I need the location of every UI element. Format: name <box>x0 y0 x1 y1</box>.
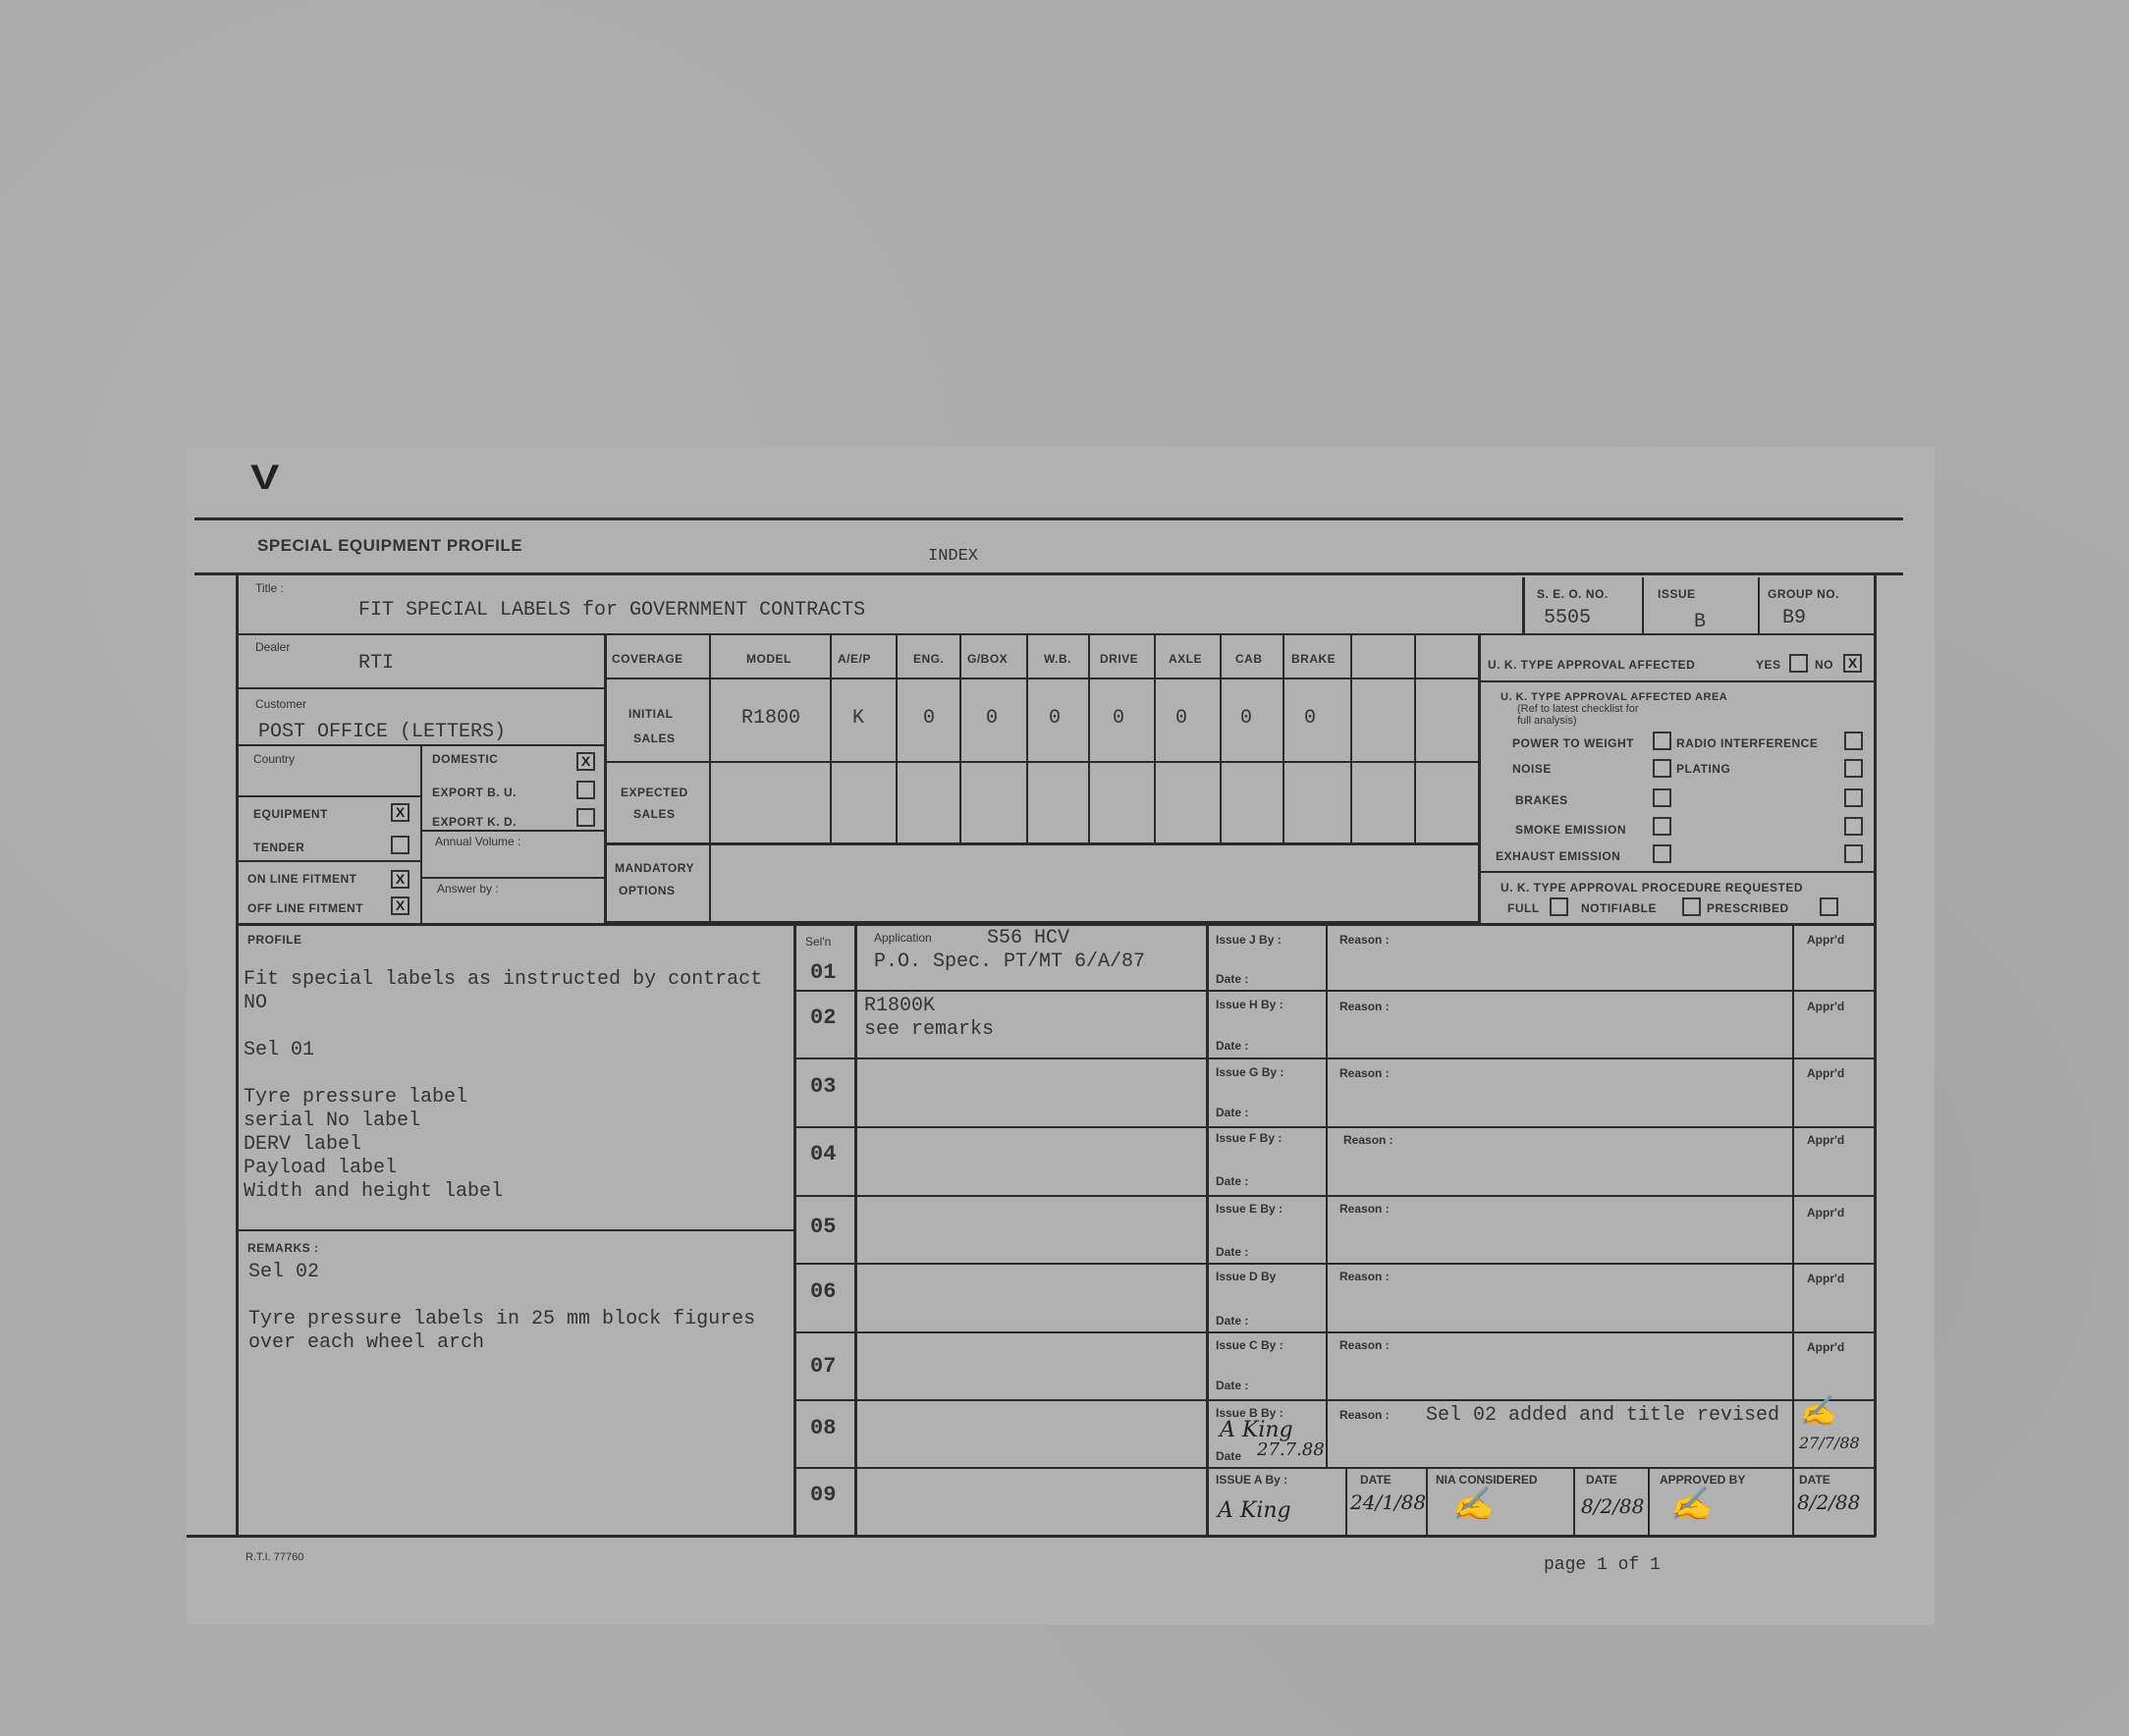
col-div-3 <box>896 633 898 844</box>
col-div-1 <box>709 633 711 844</box>
initial-label: INITIAL <box>628 707 674 721</box>
export-bu-label: EXPORT B. U. <box>432 786 518 799</box>
issue-a-div-4 <box>1648 1467 1650 1536</box>
issue-a-by: ISSUE A By : <box>1216 1473 1288 1487</box>
issue-f-apprd: Appr'd <box>1807 1133 1845 1147</box>
col-div-8 <box>1220 633 1222 844</box>
seo-divider <box>1522 577 1525 634</box>
expected-sales-label: SALES <box>633 807 676 821</box>
header-rule-bottom <box>194 572 1903 575</box>
ta-prescribed-checkbox[interactable] <box>1820 897 1838 916</box>
initial-eng: 0 <box>923 707 936 730</box>
initial-aep: K <box>852 707 865 730</box>
export-bu-checkbox[interactable] <box>576 781 595 799</box>
ta-affected-label: U. K. TYPE APPROVAL AFFECTED <box>1488 658 1696 672</box>
profile-line: serial No label <box>244 1110 421 1132</box>
ta-smoke-right-checkbox[interactable] <box>1844 817 1863 836</box>
issue-b-reason: Sel 02 added and title revised <box>1426 1404 1780 1427</box>
online-fitment-label: ON LINE FITMENT <box>247 872 357 886</box>
title-value: FIT SPECIAL LABELS for GOVERNMENT CONTRACTS <box>358 599 866 622</box>
col-div-10 <box>1350 633 1352 844</box>
issue-e-by: Issue E By : <box>1216 1202 1283 1216</box>
remarks-line: Tyre pressure labels in 25 mm block figures <box>248 1308 756 1330</box>
initial-brake: 0 <box>1304 707 1317 730</box>
issue-d-date: Date : <box>1216 1314 1249 1328</box>
tender-label: TENDER <box>253 841 305 854</box>
issue-b-reason-label: Reason : <box>1339 1408 1390 1422</box>
export-row-bottom <box>420 830 604 832</box>
form-ref: R.T.I. 77760 <box>246 1551 304 1563</box>
initial-axle: 0 <box>1175 707 1188 730</box>
header-rule-top <box>194 517 1903 520</box>
group-label: GROUP NO. <box>1768 587 1839 601</box>
issue-h-date: Date : <box>1216 1039 1249 1053</box>
offline-fitment-label: OFF LINE FITMENT <box>247 901 363 915</box>
issue-e-apprd: Appr'd <box>1807 1206 1845 1220</box>
dealer-value: RTI <box>358 652 395 675</box>
ta-plating: PLATING <box>1676 762 1731 776</box>
ta-exhaust-checkbox[interactable] <box>1653 844 1671 863</box>
volume-row-bottom <box>420 877 604 879</box>
issue-b-date-label: Date <box>1216 1449 1242 1463</box>
app-02-line1: R1800K <box>864 995 936 1017</box>
wb-header: W.B. <box>1044 652 1071 666</box>
profile-line: DERV label <box>244 1133 362 1156</box>
ta-power-weight-checkbox[interactable] <box>1653 732 1671 750</box>
initial-drive: 0 <box>1113 707 1125 730</box>
options-label: OPTIONS <box>619 884 676 897</box>
title-label: Title : <box>255 581 284 595</box>
sel-number: 09 <box>810 1483 837 1507</box>
reason-col-right <box>1792 923 1794 1537</box>
date2-label: DATE <box>1586 1473 1617 1487</box>
sel-left <box>793 923 796 1537</box>
ta-exhaust-right-checkbox[interactable] <box>1844 844 1863 863</box>
issue-b-by: Issue B By : <box>1216 1406 1283 1420</box>
col-div-4 <box>959 633 961 844</box>
issue-j-apprd: Appr'd <box>1807 933 1845 947</box>
country-divider <box>420 744 422 926</box>
initial-cab: 0 <box>1240 707 1253 730</box>
col-div-9 <box>1283 633 1284 844</box>
ta-yes-label: YES <box>1756 658 1781 672</box>
issue-f-by: Issue F By : <box>1216 1131 1283 1145</box>
aep-header: A/E/P <box>838 652 871 666</box>
ta-brakes-right-checkbox[interactable] <box>1844 788 1863 807</box>
row-sep <box>793 1399 1876 1401</box>
ta-radio: RADIO INTERFERENCE <box>1676 736 1819 750</box>
sales-label: SALES <box>633 732 676 745</box>
brake-header: BRAKE <box>1291 652 1337 666</box>
col-div-11 <box>1414 633 1416 844</box>
issue-g-by: Issue G By : <box>1216 1065 1284 1079</box>
ta-area-note-1: (Ref to latest checklist for <box>1517 703 1639 715</box>
remarks-label: REMARKS : <box>247 1241 319 1255</box>
ta-prescribed: PRESCRIBED <box>1707 901 1789 915</box>
issue-a-date: 24/1/88 <box>1350 1491 1427 1514</box>
sel-label: Sel'n <box>805 935 832 949</box>
profile-line: Tyre pressure label <box>244 1086 468 1109</box>
sel-number: 05 <box>810 1215 837 1239</box>
ta-noise: NOISE <box>1512 762 1552 776</box>
remarks-line: Sel 02 <box>248 1261 320 1283</box>
group-divider <box>1758 577 1760 634</box>
initial-wb: 0 <box>1049 707 1062 730</box>
profile-line: Width and height label <box>244 1180 504 1203</box>
gbox-header: G/BOX <box>967 652 1009 666</box>
issue-e-reason: Reason : <box>1339 1202 1390 1216</box>
expected-label: EXPECTED <box>621 786 688 799</box>
axle-header: AXLE <box>1169 652 1203 666</box>
issue-a-date-label: DATE <box>1360 1473 1392 1487</box>
ta-smoke-checkbox[interactable] <box>1653 817 1671 836</box>
cab-header: CAB <box>1235 652 1263 666</box>
drive-header: DRIVE <box>1100 652 1139 666</box>
tender-checkbox[interactable] <box>391 836 409 854</box>
export-kd-checkbox[interactable] <box>576 808 595 827</box>
ta-area-note-2: full analysis) <box>1517 715 1577 727</box>
sel-divider <box>854 923 857 1537</box>
ta-brakes-checkbox[interactable] <box>1653 788 1671 807</box>
model-header: MODEL <box>746 652 792 666</box>
ta-notifiable: NOTIFIABLE <box>1581 901 1657 915</box>
row-sep <box>793 1331 1876 1333</box>
frame-bottom <box>187 1535 1876 1538</box>
app-01-line2: P.O. Spec. PT/MT 6/A/87 <box>874 950 1146 973</box>
issue-c-reason: Reason : <box>1339 1338 1390 1352</box>
profile-label: PROFILE <box>247 933 302 947</box>
issue-b-date: 27.7.88 <box>1257 1439 1325 1460</box>
col-div-6 <box>1088 633 1090 844</box>
issue-label: ISSUE <box>1658 587 1696 601</box>
ta-exhaust: EXHAUST EMISSION <box>1496 849 1621 863</box>
form-name: SPECIAL EQUIPMENT PROFILE <box>257 536 523 555</box>
index-label: INDEX <box>928 547 979 566</box>
profile-line: NO <box>244 992 268 1014</box>
issue-value: B <box>1694 611 1707 633</box>
nia-considered-label: NIA CONSIDERED <box>1436 1473 1538 1487</box>
coverage-header-bottom <box>604 678 1478 679</box>
issue-g-reason: Reason : <box>1339 1066 1390 1080</box>
issue-f-date: Date : <box>1216 1174 1249 1188</box>
date3-label: DATE <box>1799 1473 1830 1487</box>
domestic-label: DOMESTIC <box>432 752 499 766</box>
ta-area-bottom <box>1478 871 1876 873</box>
issue-d-apprd: Appr'd <box>1807 1272 1845 1285</box>
ta-full: FULL <box>1507 901 1540 915</box>
row-sep <box>793 1126 1876 1128</box>
issue-b-name: A King <box>1220 1418 1293 1442</box>
issue-h-by: Issue H By : <box>1216 998 1283 1011</box>
ta-noise-checkbox[interactable] <box>1653 759 1671 778</box>
domestic-checkbox[interactable]: X <box>576 752 595 771</box>
initial-gbox: 0 <box>986 707 999 730</box>
customer-value: POST OFFICE (LETTERS) <box>258 721 507 743</box>
profile-line: Payload label <box>244 1157 398 1179</box>
issue-b-approval-date: 27/7/88 <box>1799 1434 1860 1452</box>
issue-c-by: Issue C By : <box>1216 1338 1283 1352</box>
eng-header: ENG. <box>913 652 945 666</box>
issue-e-date: Date : <box>1216 1245 1249 1259</box>
issue-j-date: Date : <box>1216 972 1249 986</box>
issue-h-apprd: Appr'd <box>1807 1000 1845 1013</box>
ta-radio-checkbox[interactable] <box>1844 732 1863 750</box>
country-row-bottom <box>236 795 420 797</box>
group-value: B9 <box>1782 607 1807 629</box>
sel-number: 06 <box>810 1279 837 1304</box>
col-div-7 <box>1154 633 1156 844</box>
issue-j-reason: Reason : <box>1339 933 1390 947</box>
annual-volume-label: Annual Volume : <box>435 835 521 848</box>
row-sep <box>793 1263 1876 1265</box>
sel-number: 08 <box>810 1416 837 1440</box>
coverage-header: COVERAGE <box>612 652 683 666</box>
app-02-line2: see remarks <box>864 1018 995 1041</box>
ta-row-bottom <box>1478 680 1876 682</box>
issue-c-date: Date : <box>1216 1379 1249 1392</box>
issue-b-approval-signature: ✍ <box>1799 1394 1836 1429</box>
ta-no-label: NO <box>1815 658 1833 672</box>
profile-line: Fit special labels as instructed by contract <box>244 968 763 991</box>
col-div-5 <box>1026 633 1028 844</box>
issue-c-apprd: Appr'd <box>1807 1340 1845 1354</box>
col-div-2 <box>830 633 832 844</box>
issue-a-div-1 <box>1345 1467 1347 1536</box>
nia-signature: ✍ <box>1451 1485 1494 1524</box>
company-logo: V <box>250 459 280 498</box>
remarks-line: over each wheel arch <box>248 1331 485 1354</box>
equipment-checkbox[interactable]: X <box>391 803 409 822</box>
ta-full-checkbox[interactable] <box>1550 897 1568 916</box>
customer-label: Customer <box>255 697 307 711</box>
approver-signature: ✍ <box>1669 1485 1712 1524</box>
frame-left <box>236 574 239 1537</box>
sel-number: 03 <box>810 1074 837 1099</box>
ta-area-title: U. K. TYPE APPROVAL AFFECTED AREA <box>1501 691 1728 703</box>
issue-a-div-2 <box>1426 1467 1428 1536</box>
issue-a-div-3 <box>1573 1467 1575 1536</box>
coverage-right <box>1478 633 1481 926</box>
seo-value: 5505 <box>1544 607 1592 629</box>
answer-by-label: Answer by : <box>437 882 499 895</box>
issue-f-reason: Reason : <box>1343 1133 1393 1147</box>
online-fitment-checkbox[interactable]: X <box>391 870 409 889</box>
ta-brakes: BRAKES <box>1515 793 1568 807</box>
tender-row-bottom <box>236 860 420 862</box>
initial-row-bottom <box>604 761 1478 763</box>
dealer-row-bottom <box>236 687 604 689</box>
title-row-bottom <box>236 633 1876 635</box>
mandatory-divider <box>709 842 711 923</box>
issue-divider <box>1642 577 1644 634</box>
issue-g-apprd: Appr'd <box>1807 1066 1845 1080</box>
dealer-label: Dealer <box>255 640 291 654</box>
app-right <box>1206 923 1209 1537</box>
sel-number: 04 <box>810 1142 837 1166</box>
issue-h-reason: Reason : <box>1339 1000 1390 1013</box>
profile-bottom <box>236 1229 793 1231</box>
row-sep <box>793 1467 1876 1469</box>
profile-line: Sel 01 <box>244 1039 315 1061</box>
top-section-bottom <box>236 923 1876 926</box>
sel-number: 07 <box>810 1354 837 1379</box>
row-sep <box>793 990 1876 992</box>
mandatory-label: MANDATORY <box>615 861 694 875</box>
issue-a-name: A King <box>1218 1498 1291 1523</box>
app-01-line1: S56 HCV <box>987 927 1070 949</box>
expected-row-bottom <box>604 842 1478 845</box>
sel-number: 01 <box>810 960 837 985</box>
date2-value: 8/2/88 <box>1581 1494 1645 1518</box>
ta-smoke: SMOKE EMISSION <box>1515 823 1627 837</box>
initial-model: R1800 <box>741 707 801 730</box>
offline-fitment-checkbox[interactable]: X <box>391 896 409 915</box>
application-label: Application <box>874 931 932 945</box>
row-sep <box>793 1195 1876 1197</box>
issue-g-date: Date : <box>1216 1106 1249 1119</box>
ta-power-weight: POWER TO WEIGHT <box>1512 736 1634 750</box>
page-number: page 1 of 1 <box>1544 1555 1661 1575</box>
sel-number: 02 <box>810 1005 837 1030</box>
issue-d-by: Issue D By <box>1216 1270 1277 1283</box>
equipment-label: EQUIPMENT <box>253 807 328 821</box>
country-label: Country <box>253 752 296 766</box>
issue-d-reason: Reason : <box>1339 1270 1390 1283</box>
export-kd-label: EXPORT K. D. <box>432 815 518 829</box>
form-sheet <box>187 447 1935 1625</box>
frame-right <box>1874 574 1877 1537</box>
ta-no-checkbox[interactable]: X <box>1843 654 1862 673</box>
seo-label: S. E. O. NO. <box>1537 587 1609 601</box>
date3-value: 8/2/88 <box>1797 1491 1861 1514</box>
approved-by-label: APPROVED BY <box>1660 1473 1746 1487</box>
issue-j-by: Issue J By : <box>1216 933 1282 947</box>
ta-yes-checkbox[interactable] <box>1789 654 1808 673</box>
row-sep <box>793 1058 1876 1059</box>
ta-notifiable-checkbox[interactable] <box>1682 897 1701 916</box>
ta-plating-checkbox[interactable] <box>1844 759 1863 778</box>
ta-procedure: U. K. TYPE APPROVAL PROCEDURE REQUESTED <box>1501 881 1803 895</box>
